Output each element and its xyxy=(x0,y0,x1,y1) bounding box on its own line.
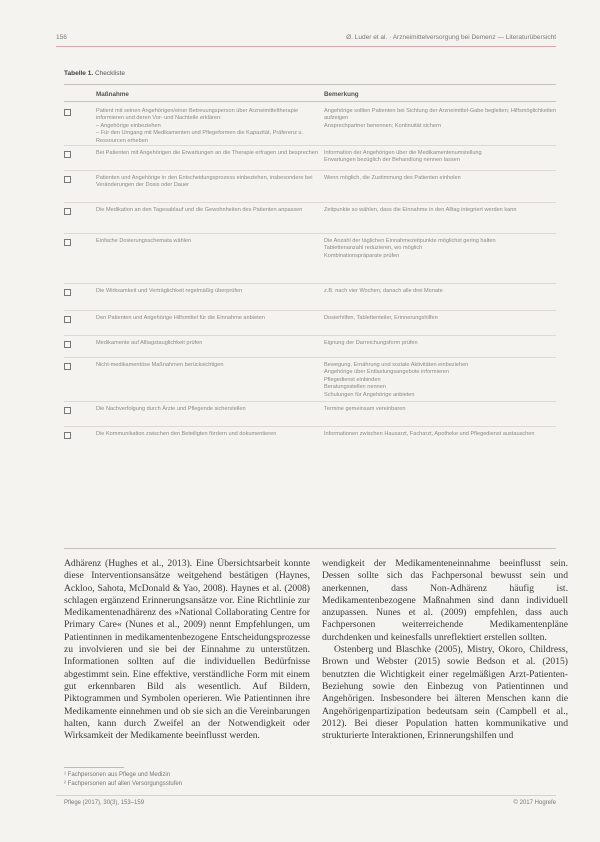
measure-cell xyxy=(96,340,324,347)
footnote-2: ² Fachpersonen auf allen Versorgungsstufen xyxy=(64,781,183,787)
page-footer xyxy=(64,800,556,806)
measure-line: Nicht-medikamentöse Maßnahmen berücksichtigen xyxy=(96,362,224,368)
remark-line: Informationen zwischen Hausarzt, Facharzt, Apotheke und Pflegedienst austauschen xyxy=(324,431,535,437)
table-caption-label: Tabelle 1. xyxy=(64,70,94,77)
remark-cell xyxy=(324,431,556,438)
measure-line: Den Patienten und Angehörige Hilfsmittel für die Einnahme anbieten xyxy=(96,315,265,321)
checkbox-icon[interactable] xyxy=(64,239,71,246)
remark-line: Schulungen für Angehörige anbieten xyxy=(324,391,415,398)
remark-cell xyxy=(324,108,556,130)
measure-cell xyxy=(96,150,324,157)
table-caption-text: Checkliste xyxy=(94,70,125,77)
remark-line: Ansprechpartner benennen; Kontinuität sichern xyxy=(324,122,441,129)
running-title: Ø. Luder et al. · Arzneimittelversorgung bei Demenz — Literaturübersicht xyxy=(346,34,556,41)
remark-cell xyxy=(324,340,556,347)
remark-line: z.B. nach vier Wochen, danach alle drei Monate xyxy=(324,288,443,294)
measure-cell xyxy=(96,238,324,245)
row-divider xyxy=(64,283,556,284)
footnote-rule xyxy=(64,767,124,768)
page-number: 156 xyxy=(56,34,67,41)
checkbox-icon[interactable] xyxy=(64,407,71,414)
body-paragraph: Adhärenz (Hughes et al., 2013). Eine Übersichtsarbeit konnte diese Interventionsansätze weitgehend bestätigen (Haynes, Ackloo, Sahota, McDonald & Yao, 2008). Haynes et al. (2008) schlagen ergänzend Erinnerungsansätze vor. Eine Richtlinie zur Medikamentenadhärenz des »National Collaborating Centre for Primary Care« (Nunes et al., 2009) nennt Empfehlungen, um Patientinnen in medikamentenbezogene Entscheidungsprozesse zu involvieren und sie bei der Einnahme zu unterstützen. Informationen sollten auf die individuellen Bedürfnisse abgestimmt sein. Eine effektive, verständliche Form mit einem gut erkennbaren Bild als wesentlich. Auf Bildern, Piktogrammen und Symbolen operieren. Wie Patientinnen ihre Medikamente einnehmen und ob sie sich an die Vereinbarungen halten, kann durch Zweifel an der Notwendigkeit oder Wirksamkeit der Medikamente beeinflusst werden. xyxy=(64,558,310,742)
remark-line: Eignung der Darreichungsform prüfen xyxy=(324,340,418,346)
row-divider xyxy=(64,170,556,171)
remark-line: Termine gemeinsam vereinbaren xyxy=(324,406,406,412)
remark-line: Dosierhilfen, Tablettenteiler, Erinnerungshilfen xyxy=(324,315,438,321)
row-divider xyxy=(64,426,556,427)
remark-cell xyxy=(324,362,556,399)
remark-line: Tablettenanzahl reduzieren, wo möglich xyxy=(324,245,423,252)
footnote-1: ¹ Fachpersonen aus Pflege und Medizin xyxy=(64,772,171,778)
checkbox-icon[interactable] xyxy=(64,109,71,116)
measure-cell xyxy=(96,108,324,145)
measure-line: Die Nachverfolgung durch Ärzte und Pflegende sicherstellen xyxy=(96,406,246,412)
measure-line: Patient mit seinen Angehörigen/einer Betreuungsperson über Arzneimitteltherapie informieren und deren Vor- und Nachteile erklären: xyxy=(96,108,299,122)
checkbox-icon[interactable] xyxy=(64,341,71,348)
row-divider xyxy=(64,357,556,358)
measure-line: Bei Patienten mit Angehörigen die Erwartungen an die Therapie erfragen und besprechen xyxy=(96,150,318,156)
body-paragraph: Ostenberg und Blaschke (2005), Mistry, Okoro, Childress, Brown und Webster (2015) sowie Bedson et al. (2015) benutzten die Wichtigkeit einer regelmäßigen Arzt-Patienten-Beziehung sowie den Einbezug von Patientinnen und Angehörigen. Insbesondere bei älteren Menschen kann die Angehörigenpartizipation bedeutsam sein (Campbell et al., 2012). Bei dieser Population hatten kommunikative und strukturierte Interaktionen, Erinnerungshilfen und xyxy=(322,644,568,742)
measure-line: Die Kommunikation zwischen den Beteiligten fördern und dokumentieren xyxy=(96,431,277,437)
table-top-rule xyxy=(64,84,556,85)
row-divider xyxy=(64,233,556,234)
checkbox-icon[interactable] xyxy=(64,432,71,439)
table-bottom-rule xyxy=(64,548,556,549)
remark-line: Information der Angehörigen über die Medikamentenumstellung xyxy=(324,150,482,156)
footer-citation: Pflege (2017), 30(3), 153–159 xyxy=(64,800,145,806)
remark-line: Pflegedienst einbinden xyxy=(324,376,381,383)
column-header-measure: Maßnahme xyxy=(96,91,129,98)
remark-cell xyxy=(324,406,556,413)
remark-cell xyxy=(324,238,556,260)
remark-line: Angehörige über Entlastungsangebote informieren xyxy=(324,369,450,376)
remark-cell xyxy=(324,175,556,182)
remark-cell xyxy=(324,315,556,322)
measure-line: – Angehörige einbeziehen xyxy=(96,122,161,129)
remark-line: Die Anzahl der täglichen Einnahmezeitpunkte möglichst gering halten xyxy=(324,238,496,244)
row-divider xyxy=(64,401,556,402)
header-rule xyxy=(56,46,556,47)
remark-line: Beratungsstellen nennen xyxy=(324,384,386,391)
remark-line: Kombinationspräparate prüfen xyxy=(324,252,400,259)
measure-line: Medikamente auf Alltagstauglichkeit prüfen xyxy=(96,340,203,346)
remark-cell xyxy=(324,288,556,295)
measure-cell xyxy=(96,207,324,214)
measure-line: Die Wirksamkeit und Verträglichkeit regelmäßig überprüfen xyxy=(96,288,243,294)
table-caption xyxy=(64,70,125,77)
measure-cell xyxy=(96,288,324,295)
measure-line: Patienten und Angehörige in den Entscheidungsprozess einbeziehen, insbesondere bei Veränderungen der Dosis oder Dauer xyxy=(96,175,313,189)
body-paragraph: wendigkeit der Medikamenteneinnahme beeinflusst sein. Dessen sollte sich das Fachpersonal bewusst sein und anerkennen, dass Non-Adhärenz häufig ist. Medikamentenbezogene Maßnahmen sind dann individuell anzupassen. Nunes et al. (2009) empfehlen, dass auch Fachpersonen weiterreichende Medikamentenpläne durchdenken und keinesfalls unreflektiert erstellen sollten. xyxy=(322,558,568,643)
table-header-rule xyxy=(64,101,556,102)
measure-cell xyxy=(96,406,324,413)
body-column-left xyxy=(64,558,310,742)
remark-cell xyxy=(324,207,556,214)
remark-line: Angehörige sollten Patienten bei Sichtung der Arzneimittel-Gabe begleiten; Hilfsmöglichkeiten aufzeigen xyxy=(324,108,556,122)
body-column-right xyxy=(322,558,568,742)
checkbox-icon[interactable] xyxy=(64,208,71,215)
measure-cell xyxy=(96,175,324,190)
remark-cell xyxy=(324,150,556,165)
checkbox-icon[interactable] xyxy=(64,176,71,183)
measure-line: Die Medikation an den Tagesablauf und die Gewohnheiten des Patienten anpassen xyxy=(96,207,303,213)
footer-copyright: © 2017 Hogrefe xyxy=(513,800,556,806)
remark-line: Wenn möglich, die Zustimmung des Patienten einholen xyxy=(324,175,461,181)
measure-line: Einfache Dosierungsschemata wählen xyxy=(96,238,192,244)
remark-line: Erwartungen bezüglich der Behandlung nennen lassen xyxy=(324,157,460,164)
checkbox-icon[interactable] xyxy=(64,363,71,370)
measure-cell xyxy=(96,315,324,322)
running-head xyxy=(56,34,556,41)
measure-cell xyxy=(96,431,324,438)
row-divider xyxy=(64,310,556,311)
checkbox-icon[interactable] xyxy=(64,316,71,323)
row-divider xyxy=(64,335,556,336)
footer-rule xyxy=(56,795,556,796)
row-divider xyxy=(64,145,556,146)
row-divider xyxy=(64,202,556,203)
remark-line: Zeitpunkte so wählen, dass die Einnahme in den Alltag integriert werden kann xyxy=(324,207,517,213)
checkbox-icon[interactable] xyxy=(64,151,71,158)
measure-cell xyxy=(96,362,324,369)
remark-line: Bewegung, Ernährung und soziale Aktivitäten einbeziehen xyxy=(324,362,469,368)
measure-line: – Für den Umgang mit Medikamenten und Pflegeformen die Kapazität, Präferenz u. Ressourcen erheben xyxy=(96,130,304,144)
column-header-remark: Bemerkung xyxy=(324,91,359,98)
checkbox-icon[interactable] xyxy=(64,289,71,296)
